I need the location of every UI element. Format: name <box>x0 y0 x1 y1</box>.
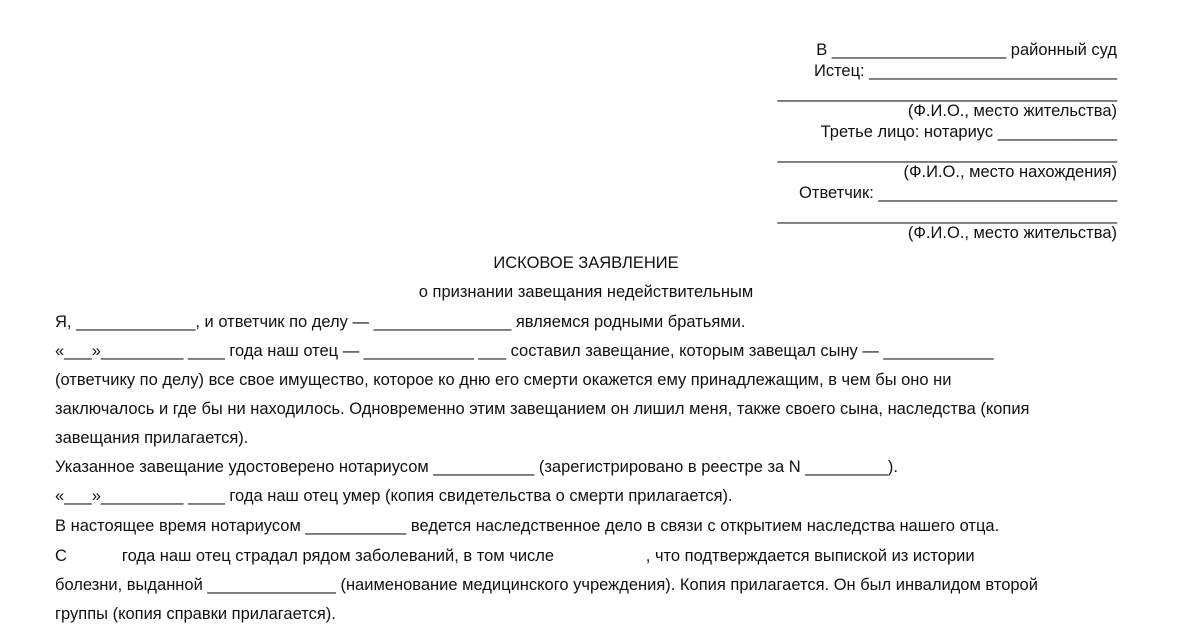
court-line: В ___________________ районный суд <box>816 41 1117 59</box>
defendant-line: Ответчик: __________________________ <box>799 184 1117 202</box>
defendant-blank-line: _____________________________________ <box>777 206 1117 224</box>
body-line-1: Я, _____________, и ответчик по делу — _______________ являемся родными братьями. <box>55 313 746 331</box>
defendant-note: (Ф.И.О., место жительства) <box>907 224 1117 242</box>
body-line-11: группы (копия справки прилагается). <box>55 605 336 623</box>
document-title: ИСКОВОЕ ЗАЯВЛЕНИЕ <box>493 254 679 272</box>
plaintiff-line: Истец: ___________________________ <box>813 62 1117 80</box>
body-line-6: Указанное завещание удостоверено нотариусом ___________ (зарегистрировано в реестре за N _________). <box>55 458 898 476</box>
body-line-7: «___»_________ ____ года наш отец умер (копия свидетельства о смерти прилагается). <box>55 487 733 505</box>
body-line-5: завещания прилагается). <box>55 429 249 447</box>
body-line-10: болезни, выданной ______________ (наименование медицинского учреждения). Копия прилагается. Он был инвалидом второй <box>55 576 1038 594</box>
plaintiff-blank-line: _____________________________________ <box>777 84 1117 102</box>
third-party-note: (Ф.И.О., место нахождения) <box>903 163 1117 181</box>
document-subtitle: о признании завещания недействительным <box>418 283 754 301</box>
plaintiff-note: (Ф.И.О., место жительства) <box>907 102 1117 120</box>
body-line-3: (ответчику по делу) все свое имущество, которое ко дню его смерти окажется ему принадлежащим, в чем бы оно ни <box>55 371 952 389</box>
body-line-4: заключалось и где бы ни находилось. Одновременно этим завещанием он лишил меня, также своего сына, наследства (копия <box>55 400 1030 418</box>
third-party-line: Третье лицо: нотариус _____________ <box>820 123 1117 141</box>
third-party-blank-line: _____________________________________ <box>777 145 1117 163</box>
body-line-8: В настоящее время нотариусом ___________ ведется наследственное дело в связи с открытием наследства нашего отца. <box>55 517 1000 535</box>
body-line-2: «___»_________ ____ года наш отец — ____________ ___ составил завещание, которым завещал сыну — ____________ <box>55 342 994 360</box>
body-line-9: С года наш отец страдал рядом заболеваний, в том числе , что подтверждается выпиской из истории <box>55 547 975 565</box>
